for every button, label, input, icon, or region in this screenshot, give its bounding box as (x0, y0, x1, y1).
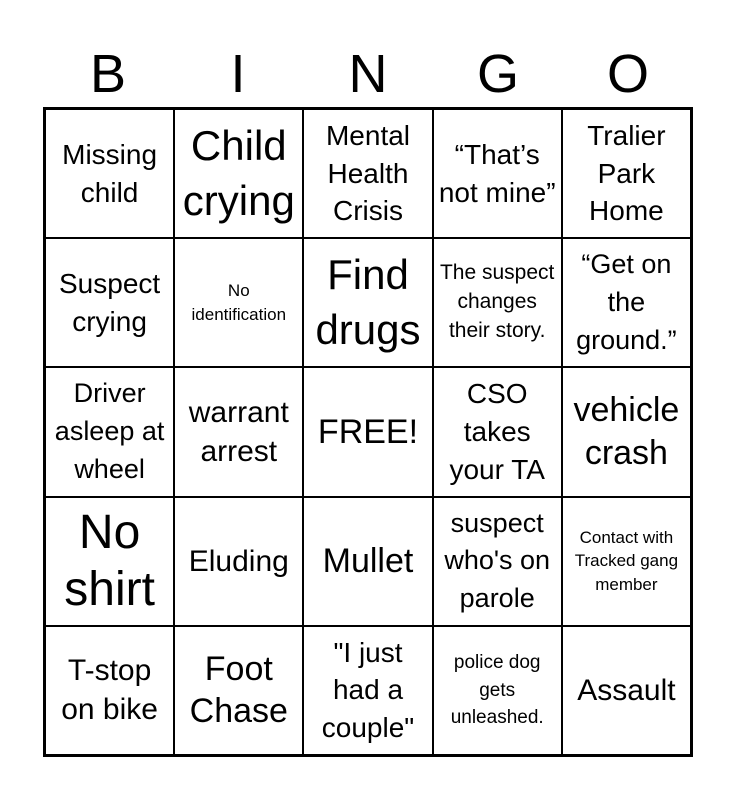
bingo-cell-r1-c3[interactable] (303, 109, 432, 238)
cell-text: Suspect crying (59, 267, 161, 337)
cell-text: “That’s not mine” (438, 138, 556, 208)
cell-text: FREE! (317, 412, 419, 451)
bingo-cell-r2-c2[interactable] (174, 238, 303, 367)
bingo-cell-r5-c4[interactable] (433, 626, 562, 755)
bingo-cell-r3-c1[interactable] (45, 367, 174, 496)
bingo-cell-r5-c2[interactable] (174, 626, 303, 755)
cell-text: Contact with Tracked gang member (574, 527, 679, 595)
cell-text: police dog gets unleashed. (450, 652, 544, 729)
bingo-cell-r1-c2[interactable] (174, 109, 303, 238)
cell-text: Child crying (182, 122, 295, 224)
cell-text: Eluding (188, 544, 289, 578)
cell-text: Find drugs (315, 251, 421, 353)
bingo-cell-r3-c3 free-space[interactable] (303, 367, 432, 496)
header-letter-i: I (230, 44, 246, 104)
cell-text: No identification (191, 280, 287, 324)
bingo-cell-r2-c4[interactable] (433, 238, 562, 367)
bingo-cell-r1-c1[interactable] (45, 109, 174, 238)
cell-text: warrant arrest (188, 395, 289, 468)
bingo-cell-r2-c1[interactable] (45, 238, 174, 367)
bingo-cell-r5-c5[interactable] (562, 626, 691, 755)
cell-text: vehicle crash (573, 391, 680, 472)
header-letter-g: G (476, 44, 519, 104)
bingo-cell-r4-c3[interactable] (303, 497, 432, 626)
cell-text: No shirt (64, 505, 155, 617)
bingo-cell-r4-c2[interactable] (174, 497, 303, 626)
cell-text: Assault (577, 673, 676, 707)
bingo-cell-r4-c4[interactable] (433, 497, 562, 626)
header-letter-n: N (348, 44, 388, 104)
bingo-cell-r1-c5[interactable] (562, 109, 691, 238)
cell-text: Mental Health Crisis (325, 119, 411, 227)
cell-text: Missing child (62, 138, 158, 208)
bingo-header (43, 42, 693, 106)
cell-text: suspect who's on parole (444, 507, 551, 614)
cell-text: Tralier Park Home (587, 119, 666, 227)
cell-text: Foot Chase (189, 649, 288, 731)
bingo-cell-r2-c3[interactable] (303, 238, 432, 367)
bingo-cell-r3-c5[interactable] (562, 367, 691, 496)
cell-text: The suspect changes their story. (439, 261, 555, 343)
cell-text: "I just had a couple" (321, 636, 415, 744)
header-letter-b: B (89, 44, 127, 104)
bingo-cell-r3-c4[interactable] (433, 367, 562, 496)
cell-text: Mullet (322, 541, 414, 580)
bingo-cell-r4-c1[interactable] (45, 497, 174, 626)
bingo-cell-r1-c4[interactable] (433, 109, 562, 238)
bingo-cell-r5-c1[interactable] (45, 626, 174, 755)
bingo-board (43, 107, 693, 757)
bingo-cell-r3-c2[interactable] (174, 367, 303, 496)
cell-text: “Get on the ground.” (576, 249, 677, 355)
cell-text: T-stop on bike (61, 654, 158, 727)
cell-text: CSO takes your TA (449, 378, 545, 485)
cell-text: Driver asleep at wheel (54, 378, 165, 484)
bingo-cell-r2-c5[interactable] (562, 238, 691, 367)
header-letter-o: O (606, 44, 649, 104)
bingo-cell-r4-c5[interactable] (562, 497, 691, 626)
bingo-cell-r5-c3[interactable] (303, 626, 432, 755)
